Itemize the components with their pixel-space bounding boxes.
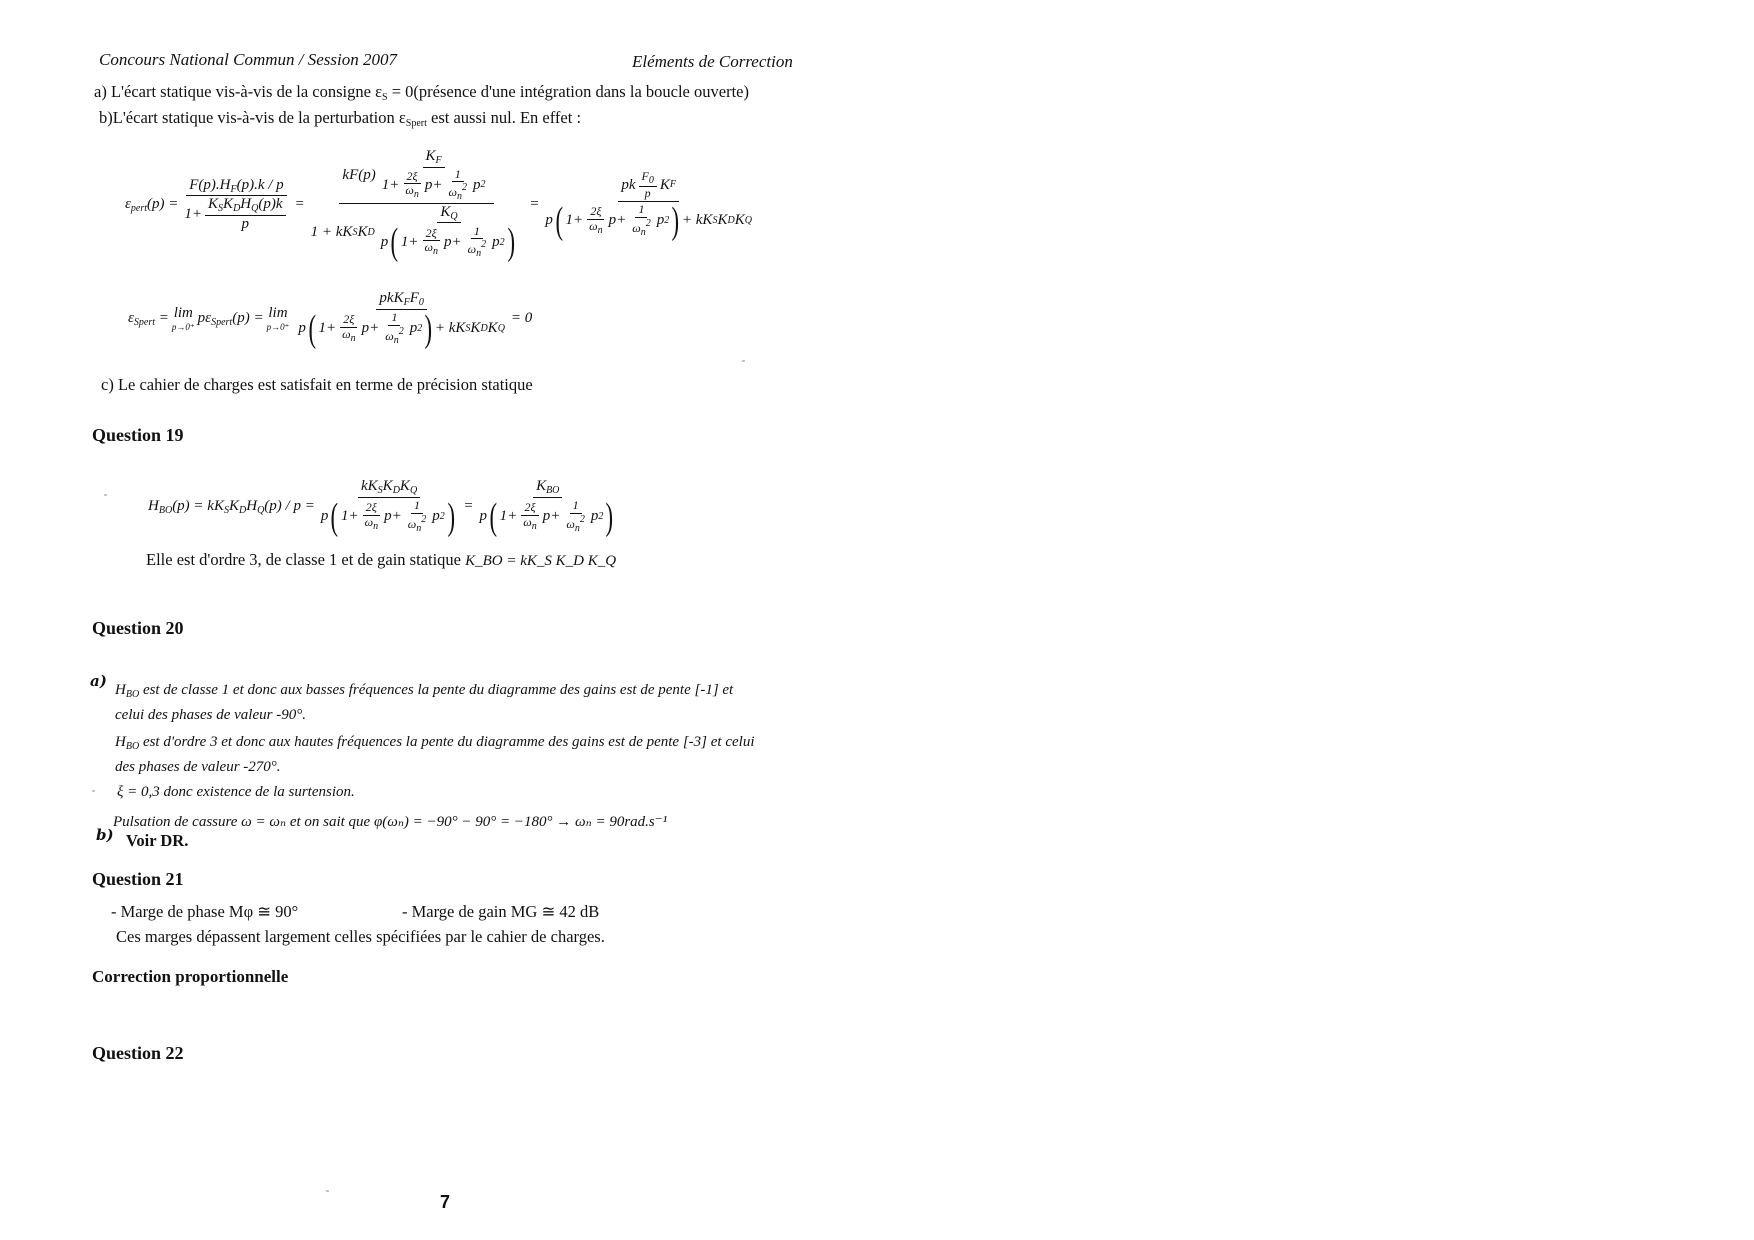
question-19-heading: Question 19	[92, 425, 184, 445]
equation-epsilon-pert: $\varepsilon_{pert}(p)$ = $F(p).H_F(p).k$ / p 1+ $\frac{K_SK_DH_Q(p)k}{p}$ = kF(p) $K_F$ 1+ $\frac{2\xi}{\omega_n}$ p+ $\frac{1}{\omega_n^2}$ p 2 1 + kK S K D $K_Q$ p ( 1+ $\frac{2\xi}{\omega_n}$ p+ $\frac{1}{\omega_n^2}$ p 2 ) = pk $\frac{F_0}{p}$ K F p ( 1+ $\frac{2\xi}{\omega_n}$ p+ $\frac{1}{\omega_n^2}$ p 2 ) + kK S K D K Q	[125, 148, 752, 264]
q20-line1: $H_{BO}$ est de classe 1 et donc aux basses fréquences la pente du diagramme des gains est de pente [-1] et	[115, 682, 734, 700]
question-20-heading: Question 20	[92, 618, 184, 638]
q20-line1-text: est de classe 1 et donc aux basses fréquences la pente du diagramme des gains est de pente [-1] et	[142, 682, 734, 698]
question-21-heading: Question 21	[92, 869, 184, 889]
q21-comment: Ces marges dépassent largement celles spécifiées par le cahier de charges.	[116, 927, 605, 946]
page-number: 7	[440, 1192, 451, 1212]
q20-line5: ξ = 0,3 donc existence de la surtension.	[117, 784, 355, 800]
scan-speck	[326, 1190, 329, 1192]
a-text: a) L'écart statique vis-à-vis de la consigne ε	[94, 82, 383, 101]
header-left: Concours National Commun / Session 2007	[99, 50, 397, 69]
scan-speck	[742, 360, 745, 362]
scan-speck	[92, 790, 95, 792]
a-sub: S	[382, 92, 388, 103]
q20-line6: Pulsation de cassure ω = ωₙ et on sait que φ(ωₙ) = −90° − 90° = −180° → ωₙ = 90rad.s⁻¹	[113, 814, 668, 830]
a-rest: = 0(présence d'une intégration dans la boucle ouverte)	[391, 82, 749, 101]
q21-gain-margin: - Marge de gain MG ≅ 42 dB	[402, 902, 600, 921]
b-rest: est aussi nul. En effet :	[431, 108, 582, 127]
q20-line3: $H_{BO}$ est d'ordre 3 et donc aux hautes fréquences la pente du diagramme des gains est de pente [-3] et celui	[115, 734, 755, 752]
q19-gain-expression: K_BO = kK_S K_D K_Q	[465, 553, 617, 569]
equation-limit: $\varepsilon_{Spert}$ = lim p→0⁺ $p\varepsilon_{Spert}(p)$ = lim p→0⁺ $pkK_FF_0$ p ( 1+ $\frac{2\xi}{\omega_n}$ p+ $\frac{1}{\omega_n^2}$ p 2 ) + kK S K D K Q = 0	[128, 290, 533, 350]
static-error-c: c) Le cahier de charges est satisfait en terme de précision statique	[101, 375, 533, 394]
q19-conclusion	[146, 550, 616, 570]
static-error-a	[94, 82, 749, 103]
static-error-b	[99, 108, 581, 129]
q20-line4: des phases de valeur -270°.	[115, 759, 281, 775]
q19-conclusion-text: Elle est d'ordre 3, de classe 1 et de gain statique	[146, 550, 461, 569]
handwritten-mark-a: a)	[90, 672, 107, 690]
section-title: Correction proportionnelle	[92, 967, 289, 986]
question-22-heading: Question 22	[92, 1043, 184, 1063]
equation-hbo: $H_{BO}(p) = kK_SK_DH_Q(p) / p$ = $kK_SK_DK_Q$ p ( 1+ $\frac{2\xi}{\omega_n}$ p+ $\frac{1}{\omega_n^2}$ p 2 ) = $K_{BO}$ p ( 1+ $\frac{2\xi}{\omega_n}$ p+ $\frac{1}{\omega_n^2}$ p 2 )	[148, 478, 614, 538]
b-sub: Spert	[405, 118, 427, 129]
q20-line3-text: est d'ordre 3 et donc aux hautes fréquences la pente du diagramme des gains est de pente [-3] et celui	[142, 734, 755, 750]
q20-voir-dr: Voir DR.	[126, 831, 189, 850]
header-right: Eléments de Correction	[632, 52, 793, 71]
handwritten-mark-b: b)	[96, 826, 114, 844]
b-text: b)L'écart statique vis-à-vis de la perturbation ε	[99, 108, 406, 127]
q20-line2: celui des phases de valeur -90°.	[115, 707, 306, 723]
q21-phase-margin: - Marge de phase Mφ ≅ 90°	[111, 902, 299, 921]
scan-speck	[104, 494, 107, 496]
